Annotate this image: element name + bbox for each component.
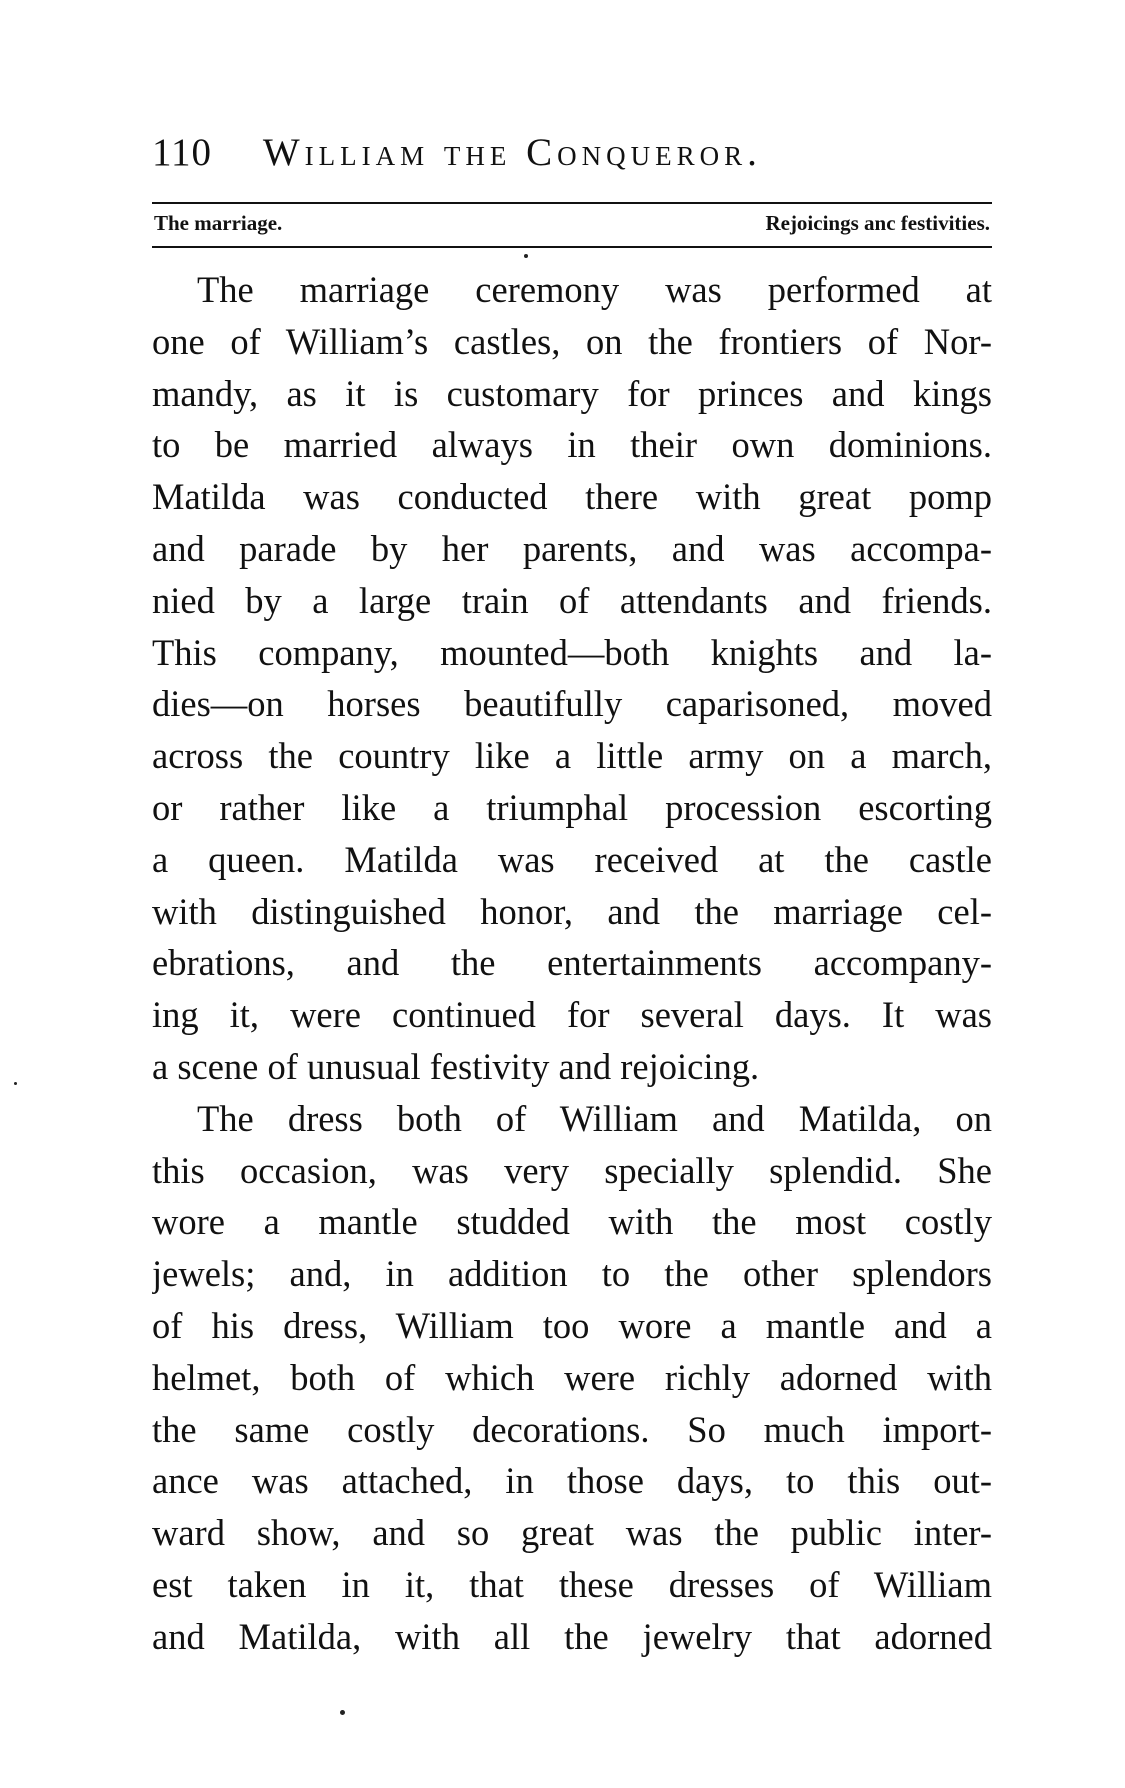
text-line: The dress both of William and Matilda, on xyxy=(197,1097,992,1139)
text-line: nied by a large train of attendants and friends. xyxy=(152,579,992,621)
text-line: and Matilda, with all the jewelry that adorned xyxy=(152,1615,992,1657)
text-line: wore a mantle studded with the most costly xyxy=(152,1201,992,1243)
text-line: mandy, as it is customary for princes and kings xyxy=(152,372,992,414)
page-number: 110 xyxy=(152,131,213,174)
body-text xyxy=(152,264,992,1663)
text-line: helmet, both of which were richly adorned with xyxy=(152,1356,992,1398)
text-line: to be married always in their own dominions. xyxy=(152,424,992,466)
text-line: a scene of unusual festivity and rejoicing. xyxy=(152,1045,760,1087)
running-head xyxy=(152,130,992,180)
subhead-right: Rejoicings anc festivities. xyxy=(765,211,990,235)
text-line: with distinguished honor, and the marriage cel- xyxy=(152,890,992,932)
section-subheads xyxy=(154,211,990,241)
text-line: the same costly decorations. So much import- xyxy=(152,1408,992,1450)
text-line: The marriage ceremony was performed at xyxy=(197,269,992,310)
text-line: ward show, and so great was the public inter- xyxy=(152,1512,992,1554)
text-line: and parade by her parents, and was accompa- xyxy=(152,527,992,569)
text-line: est taken in it, that these dresses of William xyxy=(152,1563,992,1605)
text-line: Matilda was conducted there with great pomp xyxy=(152,476,992,518)
text-line: across the country like a little army on a march, xyxy=(152,735,992,777)
ink-speck xyxy=(14,1082,17,1085)
book-title: William the Conqueror. xyxy=(262,131,762,174)
text-line: ing it, were continued for several days. It was xyxy=(152,994,992,1036)
ink-speck xyxy=(340,1710,345,1715)
text-line: or rather like a triumphal procession escorting xyxy=(152,786,992,828)
header-rule-top xyxy=(152,202,992,204)
text-line: one of William’s castles, on the frontiers of Nor- xyxy=(152,320,992,362)
text-line: a queen. Matilda was received at the castle xyxy=(152,838,992,880)
text-line: of his dress, William too wore a mantle and a xyxy=(152,1304,992,1346)
text-line: jewels; and, in addition to the other splendors xyxy=(152,1253,992,1295)
subhead-left: The marriage. xyxy=(154,211,283,235)
text-line: ebrations, and the entertainments accompany- xyxy=(152,942,992,984)
text-line: This company, mounted—both knights and la- xyxy=(152,631,992,673)
text-line: this occasion, was very specially splendid. She xyxy=(152,1149,992,1191)
header-rule-bottom xyxy=(152,246,992,248)
text-line: dies—on horses beautifully caparisoned, moved xyxy=(152,683,992,725)
ink-speck xyxy=(524,254,528,258)
text-line: ance was attached, in those days, to this out- xyxy=(152,1460,992,1502)
